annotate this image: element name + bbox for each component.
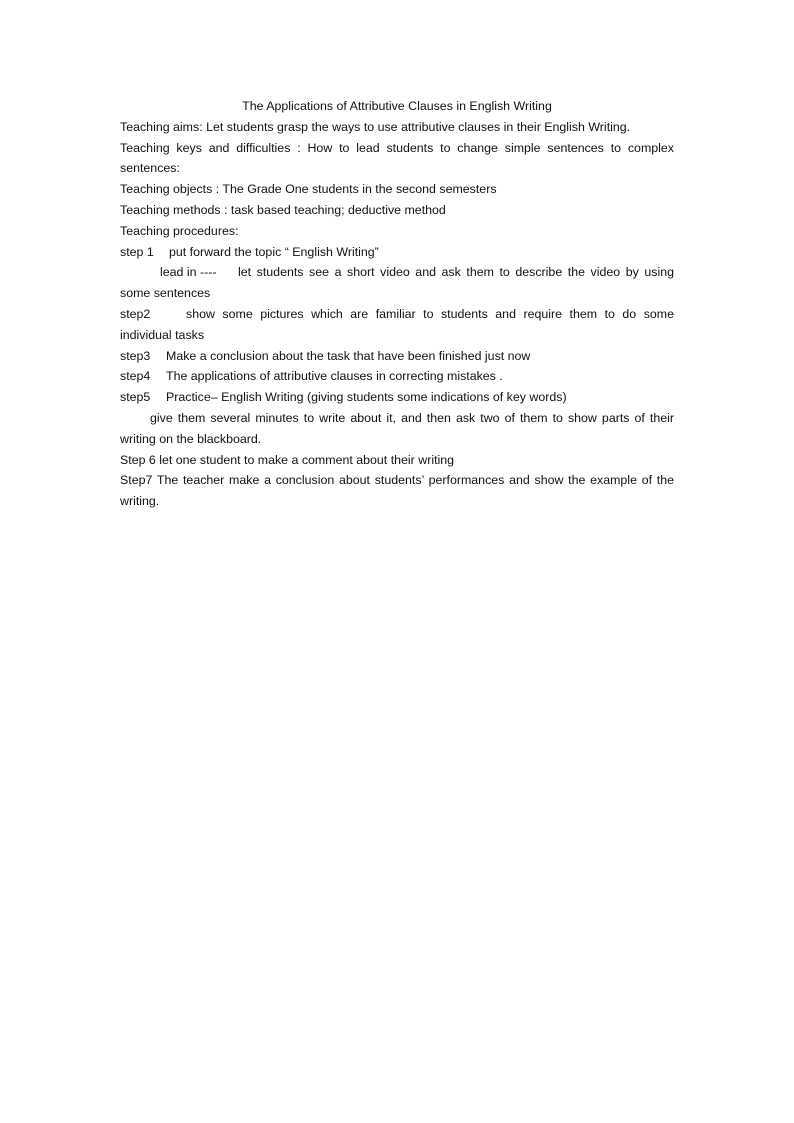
step-5-label: step5: [120, 390, 151, 405]
step-2-label: step2: [120, 306, 151, 321]
step-1: [120, 242, 674, 263]
step-3-text: Make a conclusion about the task that have been finished just now: [166, 348, 531, 363]
lead-in-text: let students see a short video and ask them to describe the video by using some sentences: [120, 265, 674, 301]
document-title: The Applications of Attributive Clauses in English Writing: [242, 99, 552, 113]
document-body: [120, 96, 674, 512]
step-5-text: Practice– English Writing (giving students some indications of key words): [166, 390, 567, 405]
teaching-objects: Teaching objects : The Grade One students in the second semesters: [120, 182, 497, 197]
step-4-label: step4: [120, 369, 151, 384]
step-2-text: show some pictures which are familiar to students and require them to do some individual tasks: [120, 306, 674, 342]
step-7: Step7 The teacher make a conclusion about students’ performances and show the example of the writing.: [120, 473, 674, 509]
teaching-aims: Teaching aims: Let students grasp the ways to use attributive clauses in their English Writing.: [120, 119, 631, 134]
step-6: Step 6 let one student to make a comment about their writing: [120, 452, 455, 467]
step-5: [120, 387, 674, 408]
teaching-keys: Teaching keys and difficulties : How to lead students to change simple sentences to complex sentences:: [120, 140, 674, 176]
step-4: [120, 366, 674, 387]
teaching-methods: Teaching methods : task based teaching; deductive method: [120, 202, 446, 217]
step-1-text: put forward the topic “ English Writing”: [169, 244, 379, 259]
step-1-label: step 1: [120, 244, 154, 259]
step-5-detail: give them several minutes to write about it, and then ask two of them to show parts of their writing on the blackboard.: [120, 410, 674, 446]
step-3-label: step3: [120, 348, 151, 363]
teaching-procedures: Teaching procedures:: [120, 223, 239, 238]
step-3: [120, 346, 674, 367]
step-2: [120, 304, 674, 346]
lead-in-label: lead in ----: [160, 265, 217, 280]
lead-in: [120, 262, 674, 304]
step-4-text: The applications of attributive clauses in correcting mistakes .: [166, 369, 503, 384]
